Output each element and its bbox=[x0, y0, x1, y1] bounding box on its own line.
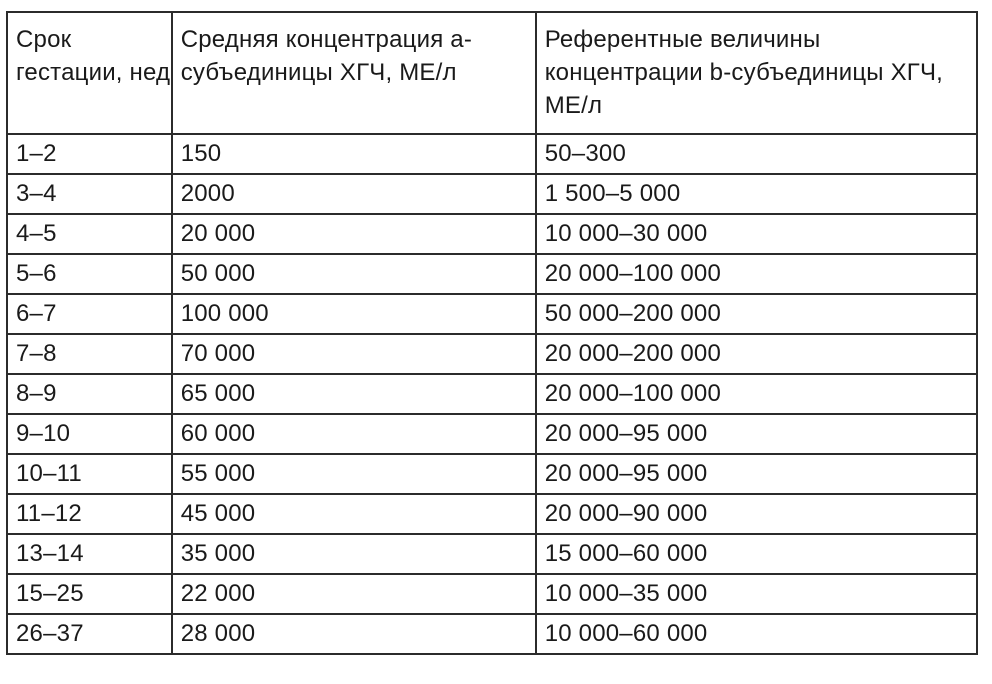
cell-gestation-week: 26–37 bbox=[7, 614, 172, 654]
cell-beta-subunit-reference: 10 000–60 000 bbox=[536, 614, 977, 654]
cell-alpha-subunit-mean: 22 000 bbox=[172, 574, 536, 614]
cell-gestation-week: 3–4 bbox=[7, 174, 172, 214]
table-row bbox=[7, 534, 977, 574]
cell-gestation-week: 15–25 bbox=[7, 574, 172, 614]
cell-alpha-subunit-mean: 150 bbox=[172, 134, 536, 174]
cell-gestation-week: 10–11 bbox=[7, 454, 172, 494]
cell-alpha-subunit-mean: 70 000 bbox=[172, 334, 536, 374]
cell-alpha-subunit-mean: 35 000 bbox=[172, 534, 536, 574]
cell-gestation-week: 13–14 bbox=[7, 534, 172, 574]
cell-alpha-subunit-mean: 50 000 bbox=[172, 254, 536, 294]
cell-beta-subunit-reference: 10 000–30 000 bbox=[536, 214, 977, 254]
cell-gestation-week: 11–12 bbox=[7, 494, 172, 534]
cell-alpha-subunit-mean: 45 000 bbox=[172, 494, 536, 534]
cell-alpha-subunit-mean: 28 000 bbox=[172, 614, 536, 654]
table-row bbox=[7, 414, 977, 454]
cell-beta-subunit-reference: 20 000–90 000 bbox=[536, 494, 977, 534]
table-row bbox=[7, 174, 977, 214]
table-row bbox=[7, 574, 977, 614]
cell-beta-subunit-reference: 20 000–100 000 bbox=[536, 254, 977, 294]
cell-gestation-week: 7–8 bbox=[7, 334, 172, 374]
cell-beta-subunit-reference: 50–300 bbox=[536, 134, 977, 174]
header-gestation-week: Срок гестации, нед bbox=[7, 12, 172, 134]
cell-alpha-subunit-mean: 65 000 bbox=[172, 374, 536, 414]
cell-alpha-subunit-mean: 2000 bbox=[172, 174, 536, 214]
cell-beta-subunit-reference: 20 000–95 000 bbox=[536, 454, 977, 494]
table-row bbox=[7, 294, 977, 334]
cell-gestation-week: 4–5 bbox=[7, 214, 172, 254]
header-alpha-subunit-mean: Средняя концентрация a-субъединицы ХГЧ, МЕ/л bbox=[172, 12, 536, 134]
header-beta-subunit-reference: Референтные величины концентрации b-субъединицы ХГЧ, МЕ/л bbox=[536, 12, 977, 134]
cell-alpha-subunit-mean: 20 000 bbox=[172, 214, 536, 254]
cell-beta-subunit-reference: 10 000–35 000 bbox=[536, 574, 977, 614]
cell-gestation-week: 8–9 bbox=[7, 374, 172, 414]
table-header bbox=[7, 12, 977, 134]
cell-beta-subunit-reference: 15 000–60 000 bbox=[536, 534, 977, 574]
header-row bbox=[7, 12, 977, 134]
cell-beta-subunit-reference: 20 000–200 000 bbox=[536, 334, 977, 374]
cell-gestation-week: 5–6 bbox=[7, 254, 172, 294]
cell-beta-subunit-reference: 1 500–5 000 bbox=[536, 174, 977, 214]
cell-alpha-subunit-mean: 60 000 bbox=[172, 414, 536, 454]
table-row bbox=[7, 334, 977, 374]
cell-gestation-week: 6–7 bbox=[7, 294, 172, 334]
table-row bbox=[7, 494, 977, 534]
table-row bbox=[7, 454, 977, 494]
table-row bbox=[7, 134, 977, 174]
cell-beta-subunit-reference: 20 000–100 000 bbox=[536, 374, 977, 414]
cell-alpha-subunit-mean: 55 000 bbox=[172, 454, 536, 494]
cell-gestation-week: 9–10 bbox=[7, 414, 172, 454]
cell-beta-subunit-reference: 20 000–95 000 bbox=[536, 414, 977, 454]
cell-beta-subunit-reference: 50 000–200 000 bbox=[536, 294, 977, 334]
table-row bbox=[7, 214, 977, 254]
table-row bbox=[7, 374, 977, 414]
table-row bbox=[7, 254, 977, 294]
cell-alpha-subunit-mean: 100 000 bbox=[172, 294, 536, 334]
table-row bbox=[7, 614, 977, 654]
cell-gestation-week: 1–2 bbox=[7, 134, 172, 174]
hcg-table bbox=[6, 11, 978, 655]
table-body bbox=[7, 134, 977, 654]
